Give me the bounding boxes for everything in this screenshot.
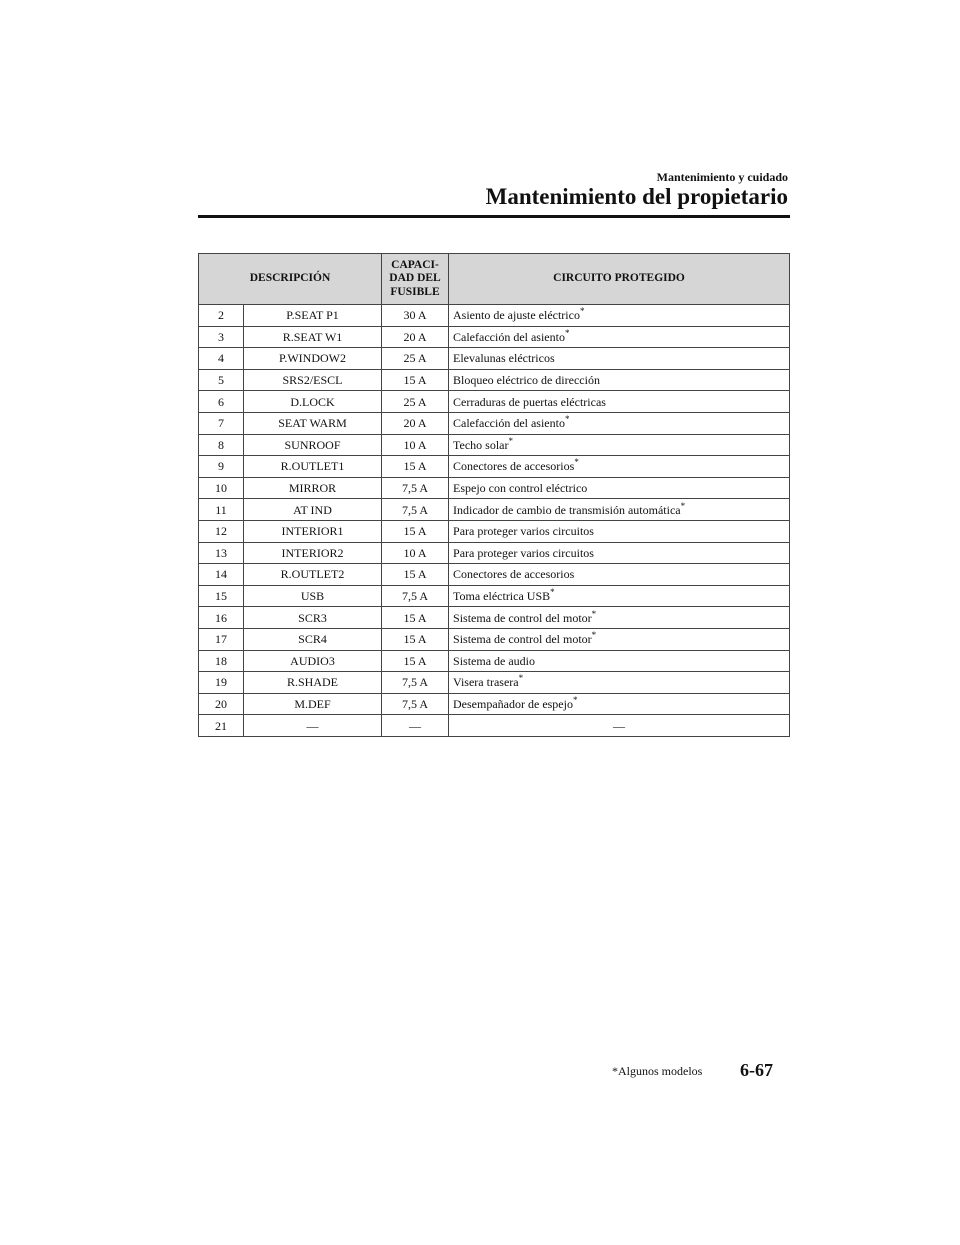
fuse-name-text: INTERIOR2: [281, 545, 344, 560]
protected-circuit-text: Sistema de audio: [453, 653, 535, 668]
protected-circuit: [449, 628, 790, 650]
some-models-asterisk: *: [564, 414, 570, 425]
fuse-amperage-text: 25 A: [403, 394, 427, 409]
fuse-amperage: [382, 542, 449, 564]
protected-circuit: [449, 305, 790, 327]
fuse-number: [199, 672, 244, 694]
protected-circuit-text: Para proteger varios circuitos: [453, 524, 594, 539]
fuse-amperage: [382, 434, 449, 456]
fuse-name-text: —: [306, 718, 319, 733]
table-row: [199, 369, 790, 391]
fuse-name-text: R.OUTLET2: [280, 567, 345, 582]
fuse-number-text: 14: [215, 567, 227, 582]
fuse-name: [244, 305, 382, 327]
fuse-amperage-text: 7,5 A: [402, 481, 429, 496]
fuse-number-text: 8: [218, 437, 224, 452]
table-row: [199, 715, 790, 737]
protected-circuit-text: Cerraduras de puertas eléctricas: [453, 394, 606, 409]
fuse-number-text: 4: [218, 351, 224, 366]
protected-circuit: [449, 693, 790, 715]
fuse-amperage: [382, 585, 449, 607]
table-row: [199, 607, 790, 629]
fuse-name: [244, 326, 382, 348]
fuse-name-text: P.SEAT P1: [286, 308, 339, 323]
fuse-name: [244, 650, 382, 672]
header-capacidad-line1: CAPACI-: [391, 259, 439, 272]
fuse-name: [244, 369, 382, 391]
protected-circuit-text: Desempañador de espejo: [453, 696, 573, 711]
protected-circuit: [449, 564, 790, 586]
fuse-name-text: INTERIOR1: [281, 524, 344, 539]
fuse-number-text: 9: [218, 459, 224, 474]
some-models-asterisk: *: [550, 587, 555, 598]
fuse-table: [198, 253, 790, 737]
table-row: [199, 326, 790, 348]
fuse-amperage-text: 15 A: [403, 459, 427, 474]
protected-circuit: [449, 391, 790, 413]
fuse-number: [199, 585, 244, 607]
fuse-number-text: 5: [218, 373, 224, 388]
fuse-amperage: [382, 564, 449, 586]
some-models-asterisk: *: [591, 608, 597, 619]
fuse-amperage: [382, 628, 449, 650]
fuse-name: [244, 456, 382, 478]
fuse-number-text: 18: [215, 653, 227, 668]
table-row: [199, 693, 790, 715]
fuse-name-text: D.LOCK: [290, 394, 335, 409]
fuse-name: [244, 693, 382, 715]
fuse-name-text: SUNROOF: [284, 437, 341, 452]
protected-circuit: [449, 477, 790, 499]
fuse-name: [244, 477, 382, 499]
some-models-asterisk: *: [508, 435, 513, 446]
fuse-name: [244, 520, 382, 542]
fuse-name: [244, 628, 382, 650]
fuse-amperage: [382, 391, 449, 413]
fuse-name-text: R.SEAT W1: [282, 329, 343, 344]
fuse-number-text: 11: [215, 502, 227, 517]
table-row: [199, 628, 790, 650]
fuse-name: [244, 672, 382, 694]
protected-circuit: [449, 348, 790, 370]
table-row: [199, 477, 790, 499]
table-row: [199, 434, 790, 456]
fuse-amperage-text: 15 A: [403, 610, 427, 625]
fuse-amperage: [382, 305, 449, 327]
fuse-number: [199, 412, 244, 434]
fuse-amperage-text: 20 A: [403, 329, 427, 344]
protected-circuit: [449, 326, 790, 348]
protected-circuit: [449, 607, 790, 629]
some-models-asterisk: *: [591, 630, 597, 641]
header-descripcion: DESCRIPCIÓN: [199, 254, 382, 305]
protected-circuit: [449, 520, 790, 542]
fuse-name: [244, 348, 382, 370]
table-row: [199, 348, 790, 370]
fuse-name-text: R.SHADE: [287, 675, 339, 690]
table-row: [199, 391, 790, 413]
fuse-number: [199, 456, 244, 478]
fuse-number: [199, 391, 244, 413]
some-models-asterisk: *: [518, 673, 524, 684]
fuse-number: [199, 693, 244, 715]
fuse-name-text: AT IND: [293, 502, 332, 517]
fuse-amperage-text: —: [409, 718, 422, 733]
table-row: [199, 672, 790, 694]
protected-circuit-text: Espejo con control eléctrico: [453, 481, 588, 496]
fuse-number: [199, 326, 244, 348]
protected-circuit-text: Toma eléctrica USB: [453, 589, 551, 604]
fuse-amperage: [382, 477, 449, 499]
fuse-number: [199, 564, 244, 586]
fuse-amperage-text: 7,5 A: [402, 589, 429, 604]
fuse-amperage-text: 7,5 A: [402, 696, 429, 711]
page-number: 6-67: [740, 1060, 773, 1080]
fuse-amperage-text: 7,5 A: [402, 675, 429, 690]
fuse-name: [244, 412, 382, 434]
fuse-amperage-text: 15 A: [403, 653, 427, 668]
header-capacidad-line3: FUSIBLE: [390, 285, 440, 298]
protected-circuit-text: Techo solar: [453, 437, 509, 452]
fuse-number-text: 3: [218, 329, 224, 344]
fuse-number-text: 10: [215, 481, 227, 496]
protected-circuit-text: Sistema de control del motor: [453, 610, 592, 625]
fuse-name-text: R.OUTLET1: [280, 459, 345, 474]
protected-circuit-text: Indicador de cambio de transmisión automática: [453, 502, 681, 517]
protected-circuit: [449, 434, 790, 456]
table-row: [199, 499, 790, 521]
fuse-amperage: [382, 693, 449, 715]
section-label: Mantenimiento y cuidado: [656, 170, 788, 184]
fuse-amperage-text: 15 A: [403, 524, 427, 539]
fuse-amperage-text: 15 A: [403, 567, 427, 582]
header-capacidad-line2: DAD DEL: [389, 272, 441, 285]
fuse-name: [244, 715, 382, 737]
table-row: [199, 585, 790, 607]
fuse-number-text: 7: [218, 416, 224, 431]
fuse-amperage: [382, 348, 449, 370]
protected-circuit: [449, 585, 790, 607]
protected-circuit-text: Calefacción del asiento: [453, 416, 565, 431]
fuse-name-text: SEAT WARM: [278, 416, 347, 431]
fuse-name-text: MIRROR: [288, 481, 337, 496]
fuse-name: [244, 542, 382, 564]
fuse-number: [199, 520, 244, 542]
fuse-number: [199, 628, 244, 650]
fuse-amperage: [382, 499, 449, 521]
table-row: [199, 412, 790, 434]
protected-circuit: [449, 650, 790, 672]
fuse-number: [199, 607, 244, 629]
protected-circuit: [449, 369, 790, 391]
fuse-amperage: [382, 520, 449, 542]
fuse-number-text: 21: [215, 718, 227, 733]
header-divider: [198, 215, 790, 218]
table-row: [199, 542, 790, 564]
some-models-asterisk: *: [579, 306, 585, 317]
fuse-amperage-text: 10 A: [403, 437, 427, 452]
fuse-name-text: SCR4: [298, 632, 327, 647]
fuse-name: [244, 391, 382, 413]
fuse-number-text: 15: [215, 589, 227, 604]
protected-circuit-text: Sistema de control del motor: [453, 632, 592, 647]
fuse-name-text: SRS2/ESCL: [282, 373, 343, 388]
some-models-asterisk: *: [574, 457, 579, 468]
fuse-amperage-text: 15 A: [403, 373, 427, 388]
fuse-number: [199, 499, 244, 521]
fuse-number: [199, 369, 244, 391]
protected-circuit: [449, 542, 790, 564]
fuse-name: [244, 564, 382, 586]
fuse-amperage: [382, 715, 449, 737]
some-models-asterisk: *: [564, 327, 570, 338]
protected-circuit: [449, 715, 790, 737]
protected-circuit-text: Conectores de accesorios: [453, 459, 575, 474]
table-row: [199, 305, 790, 327]
fuse-amperage: [382, 650, 449, 672]
fuse-name-text: USB: [300, 589, 325, 604]
protected-circuit-text: Elevalunas eléctricos: [453, 351, 555, 366]
fuse-table-header: [199, 254, 790, 305]
header-circuito: CIRCUITO PROTEGIDO: [449, 254, 790, 305]
protected-circuit-text: Conectores de accesorios: [453, 567, 575, 582]
protected-circuit-text: Visera trasera: [453, 675, 519, 690]
fuse-amperage: [382, 672, 449, 694]
fuse-number-text: 6: [218, 394, 224, 409]
header-capacidad: [382, 254, 449, 305]
fuse-number-text: 17: [215, 632, 227, 647]
fuse-number: [199, 477, 244, 499]
fuse-number: [199, 650, 244, 672]
protected-circuit-text: Asiento de ajuste eléctrico: [453, 308, 580, 323]
protected-circuit-text: Bloqueo eléctrico de dirección: [453, 373, 600, 388]
table-row: [199, 564, 790, 586]
footnote: *Algunos modelos: [612, 1064, 703, 1078]
protected-circuit: [449, 456, 790, 478]
fuse-name: [244, 499, 382, 521]
fuse-number: [199, 434, 244, 456]
table-row: [199, 520, 790, 542]
fuse-number-text: 2: [218, 308, 224, 323]
fuse-amperage: [382, 326, 449, 348]
some-models-asterisk: *: [680, 500, 686, 511]
fuse-number: [199, 542, 244, 564]
fuse-table-body: [199, 305, 790, 737]
protected-circuit: [449, 672, 790, 694]
fuse-number-text: 13: [215, 545, 227, 560]
fuse-name: [244, 607, 382, 629]
fuse-number-text: 16: [215, 610, 227, 625]
fuse-name: [244, 585, 382, 607]
fuse-number: [199, 305, 244, 327]
fuse-name: [244, 434, 382, 456]
protected-circuit-text: —: [613, 718, 626, 733]
fuse-amperage-text: 10 A: [403, 545, 427, 560]
fuse-amperage: [382, 412, 449, 434]
some-models-asterisk: *: [572, 694, 578, 705]
fuse-name-text: M.DEF: [294, 696, 331, 711]
fuse-amperage-text: 7,5 A: [402, 502, 429, 517]
fuse-number: [199, 715, 244, 737]
protected-circuit-text: Para proteger varios circuitos: [453, 545, 594, 560]
fuse-number-text: 12: [215, 524, 227, 539]
protected-circuit: [449, 412, 790, 434]
fuse-number-text: 20: [215, 696, 227, 711]
fuse-name-text: P.WINDOW2: [279, 351, 346, 366]
fuse-amperage-text: 20 A: [403, 416, 427, 431]
table-row: [199, 650, 790, 672]
fuse-name-text: SCR3: [298, 610, 327, 625]
fuse-amperage-text: 25 A: [403, 351, 427, 366]
protected-circuit-text: Calefacción del asiento: [453, 329, 565, 344]
table-row: [199, 456, 790, 478]
fuse-name-text: AUDIO3: [290, 653, 335, 668]
fuse-amperage-text: 30 A: [403, 308, 427, 323]
fuse-number: [199, 348, 244, 370]
fuse-amperage: [382, 607, 449, 629]
fuse-amperage-text: 15 A: [403, 632, 427, 647]
fuse-number-text: 19: [215, 675, 227, 690]
fuse-amperage: [382, 456, 449, 478]
fuse-amperage: [382, 369, 449, 391]
page-title: Mantenimiento del propietario: [485, 184, 788, 209]
protected-circuit: [449, 499, 790, 521]
